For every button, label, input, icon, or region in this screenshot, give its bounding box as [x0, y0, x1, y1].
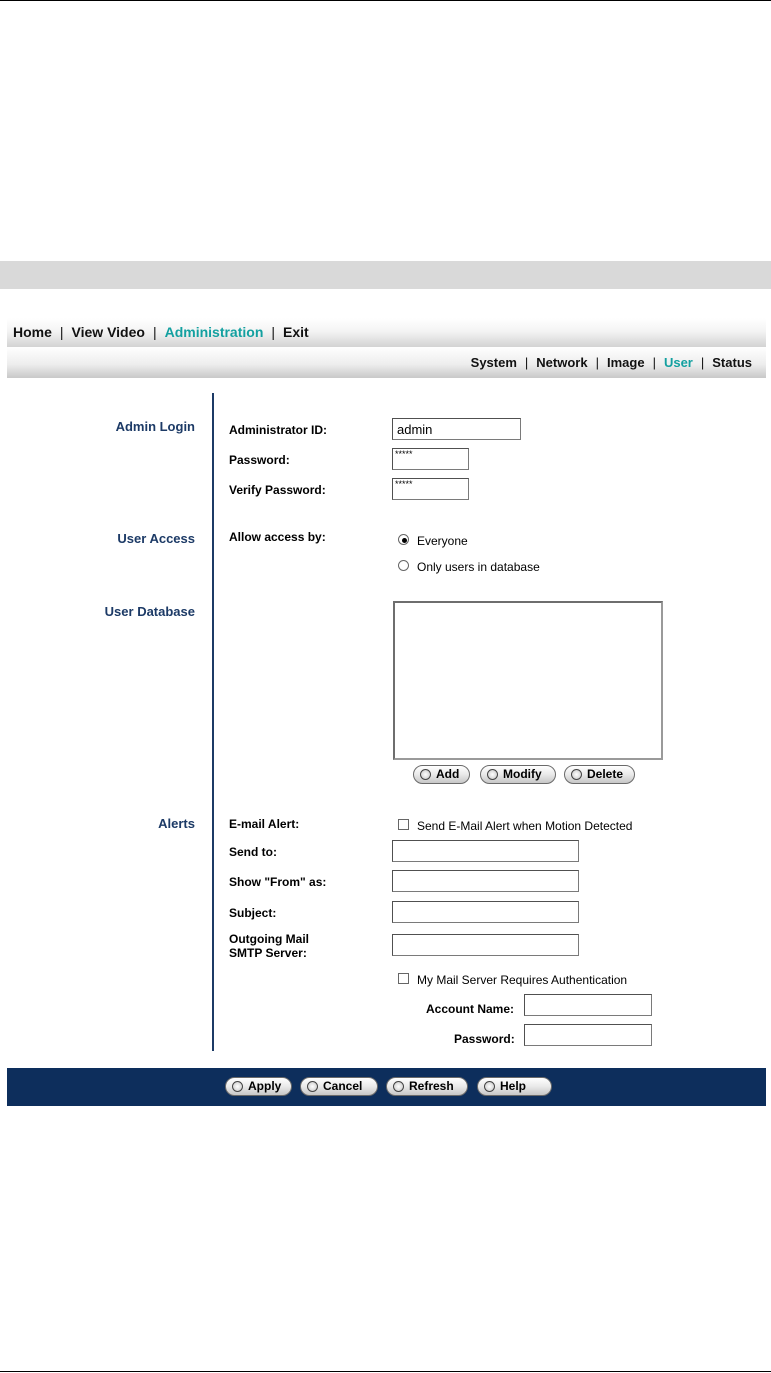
- sub-nav: [7, 347, 766, 378]
- admin-id-label: Administrator ID:: [229, 423, 328, 437]
- section-alerts: Alerts: [158, 816, 195, 831]
- subject-input[interactable]: [392, 901, 579, 923]
- send-to-label: Send to:: [229, 845, 277, 859]
- user-database-list[interactable]: [393, 601, 663, 760]
- password-input[interactable]: *****: [392, 448, 469, 470]
- smtp-label-line1: Outgoing Mail: [229, 932, 309, 946]
- subnav-separator: |: [524, 355, 529, 370]
- smtp-label-line2: SMTP Server:: [229, 946, 307, 960]
- radio-everyone[interactable]: [398, 534, 409, 545]
- email-alert-checkbox[interactable]: [398, 819, 409, 830]
- auth-password-label: Password:: [454, 1032, 515, 1046]
- section-admin-login: Admin Login: [115, 419, 195, 434]
- nav-administration[interactable]: Administration: [164, 324, 264, 340]
- subnav-user[interactable]: User: [663, 355, 693, 370]
- add-button[interactable]: [413, 765, 470, 784]
- subnav-network[interactable]: Network: [536, 355, 588, 370]
- cancel-button[interactable]: [300, 1077, 378, 1096]
- nav-view-video[interactable]: View Video: [71, 324, 145, 340]
- nav-exit[interactable]: Exit: [283, 324, 309, 340]
- cancel-button-label: Cancel: [323, 1079, 363, 1093]
- smtp-server-input[interactable]: [392, 934, 579, 956]
- verify-password-label: Verify Password:: [229, 483, 326, 497]
- add-button-label: Add: [436, 767, 460, 781]
- button-bullet-icon: [484, 1081, 495, 1092]
- radio-everyone-label: Everyone: [417, 534, 468, 548]
- button-bullet-icon: [232, 1081, 243, 1092]
- auth-required-checkbox-label: My Mail Server Requires Authentication: [417, 973, 628, 987]
- auth-required-checkbox[interactable]: [398, 973, 409, 984]
- password-label: Password:: [229, 453, 290, 467]
- delete-button[interactable]: [564, 765, 635, 784]
- allow-access-label: Allow access by:: [229, 530, 326, 544]
- verify-password-input[interactable]: *****: [392, 478, 469, 500]
- account-name-label: Account Name:: [426, 1002, 515, 1016]
- button-bullet-icon: [393, 1081, 404, 1092]
- subnav-image[interactable]: Image: [606, 355, 645, 370]
- nav-separator: |: [271, 324, 276, 340]
- email-alert-label: E-mail Alert:: [229, 817, 300, 831]
- button-bullet-icon: [571, 769, 582, 780]
- radio-only-users-label: Only users in database: [417, 560, 540, 574]
- subnav-separator: |: [700, 355, 705, 370]
- nav-home[interactable]: Home: [13, 324, 52, 340]
- page-bottom-rule: [0, 1371, 771, 1372]
- admin-id-input[interactable]: admin: [392, 418, 521, 440]
- button-bullet-icon: [420, 769, 431, 780]
- section-user-access: User Access: [117, 531, 195, 546]
- email-alert-checkbox-label: Send E-Mail Alert when Motion Detected: [417, 819, 633, 833]
- account-name-input[interactable]: [524, 994, 652, 1016]
- nav-separator: |: [152, 324, 157, 340]
- page-top-rule: [0, 0, 771, 1]
- subnav-status[interactable]: Status: [712, 355, 752, 370]
- subnav-separator: |: [652, 355, 656, 370]
- auth-password-input[interactable]: [524, 1024, 652, 1046]
- from-label: Show "From" as:: [229, 875, 327, 889]
- radio-only-users[interactable]: [398, 560, 409, 571]
- subnav-system[interactable]: System: [470, 355, 517, 370]
- send-to-input[interactable]: [392, 840, 579, 862]
- help-button[interactable]: [477, 1077, 552, 1096]
- button-bullet-icon: [487, 769, 498, 780]
- section-user-database: User Database: [104, 604, 195, 619]
- refresh-button[interactable]: [386, 1077, 468, 1096]
- subnav-separator: |: [595, 355, 599, 370]
- delete-button-label: Delete: [587, 767, 624, 781]
- apply-button-label: Apply: [248, 1079, 282, 1093]
- from-input[interactable]: [392, 870, 579, 892]
- header-band: [0, 261, 771, 289]
- refresh-button-label: Refresh: [409, 1079, 454, 1093]
- modify-button-label: Modify: [503, 767, 542, 781]
- modify-button[interactable]: [480, 765, 556, 784]
- nav-separator: |: [59, 324, 64, 340]
- button-bullet-icon: [307, 1081, 318, 1092]
- help-button-label: Help: [500, 1079, 527, 1093]
- section-divider: [212, 393, 214, 1051]
- subject-label: Subject:: [229, 906, 277, 920]
- apply-button[interactable]: [225, 1077, 292, 1096]
- main-nav: [7, 318, 766, 347]
